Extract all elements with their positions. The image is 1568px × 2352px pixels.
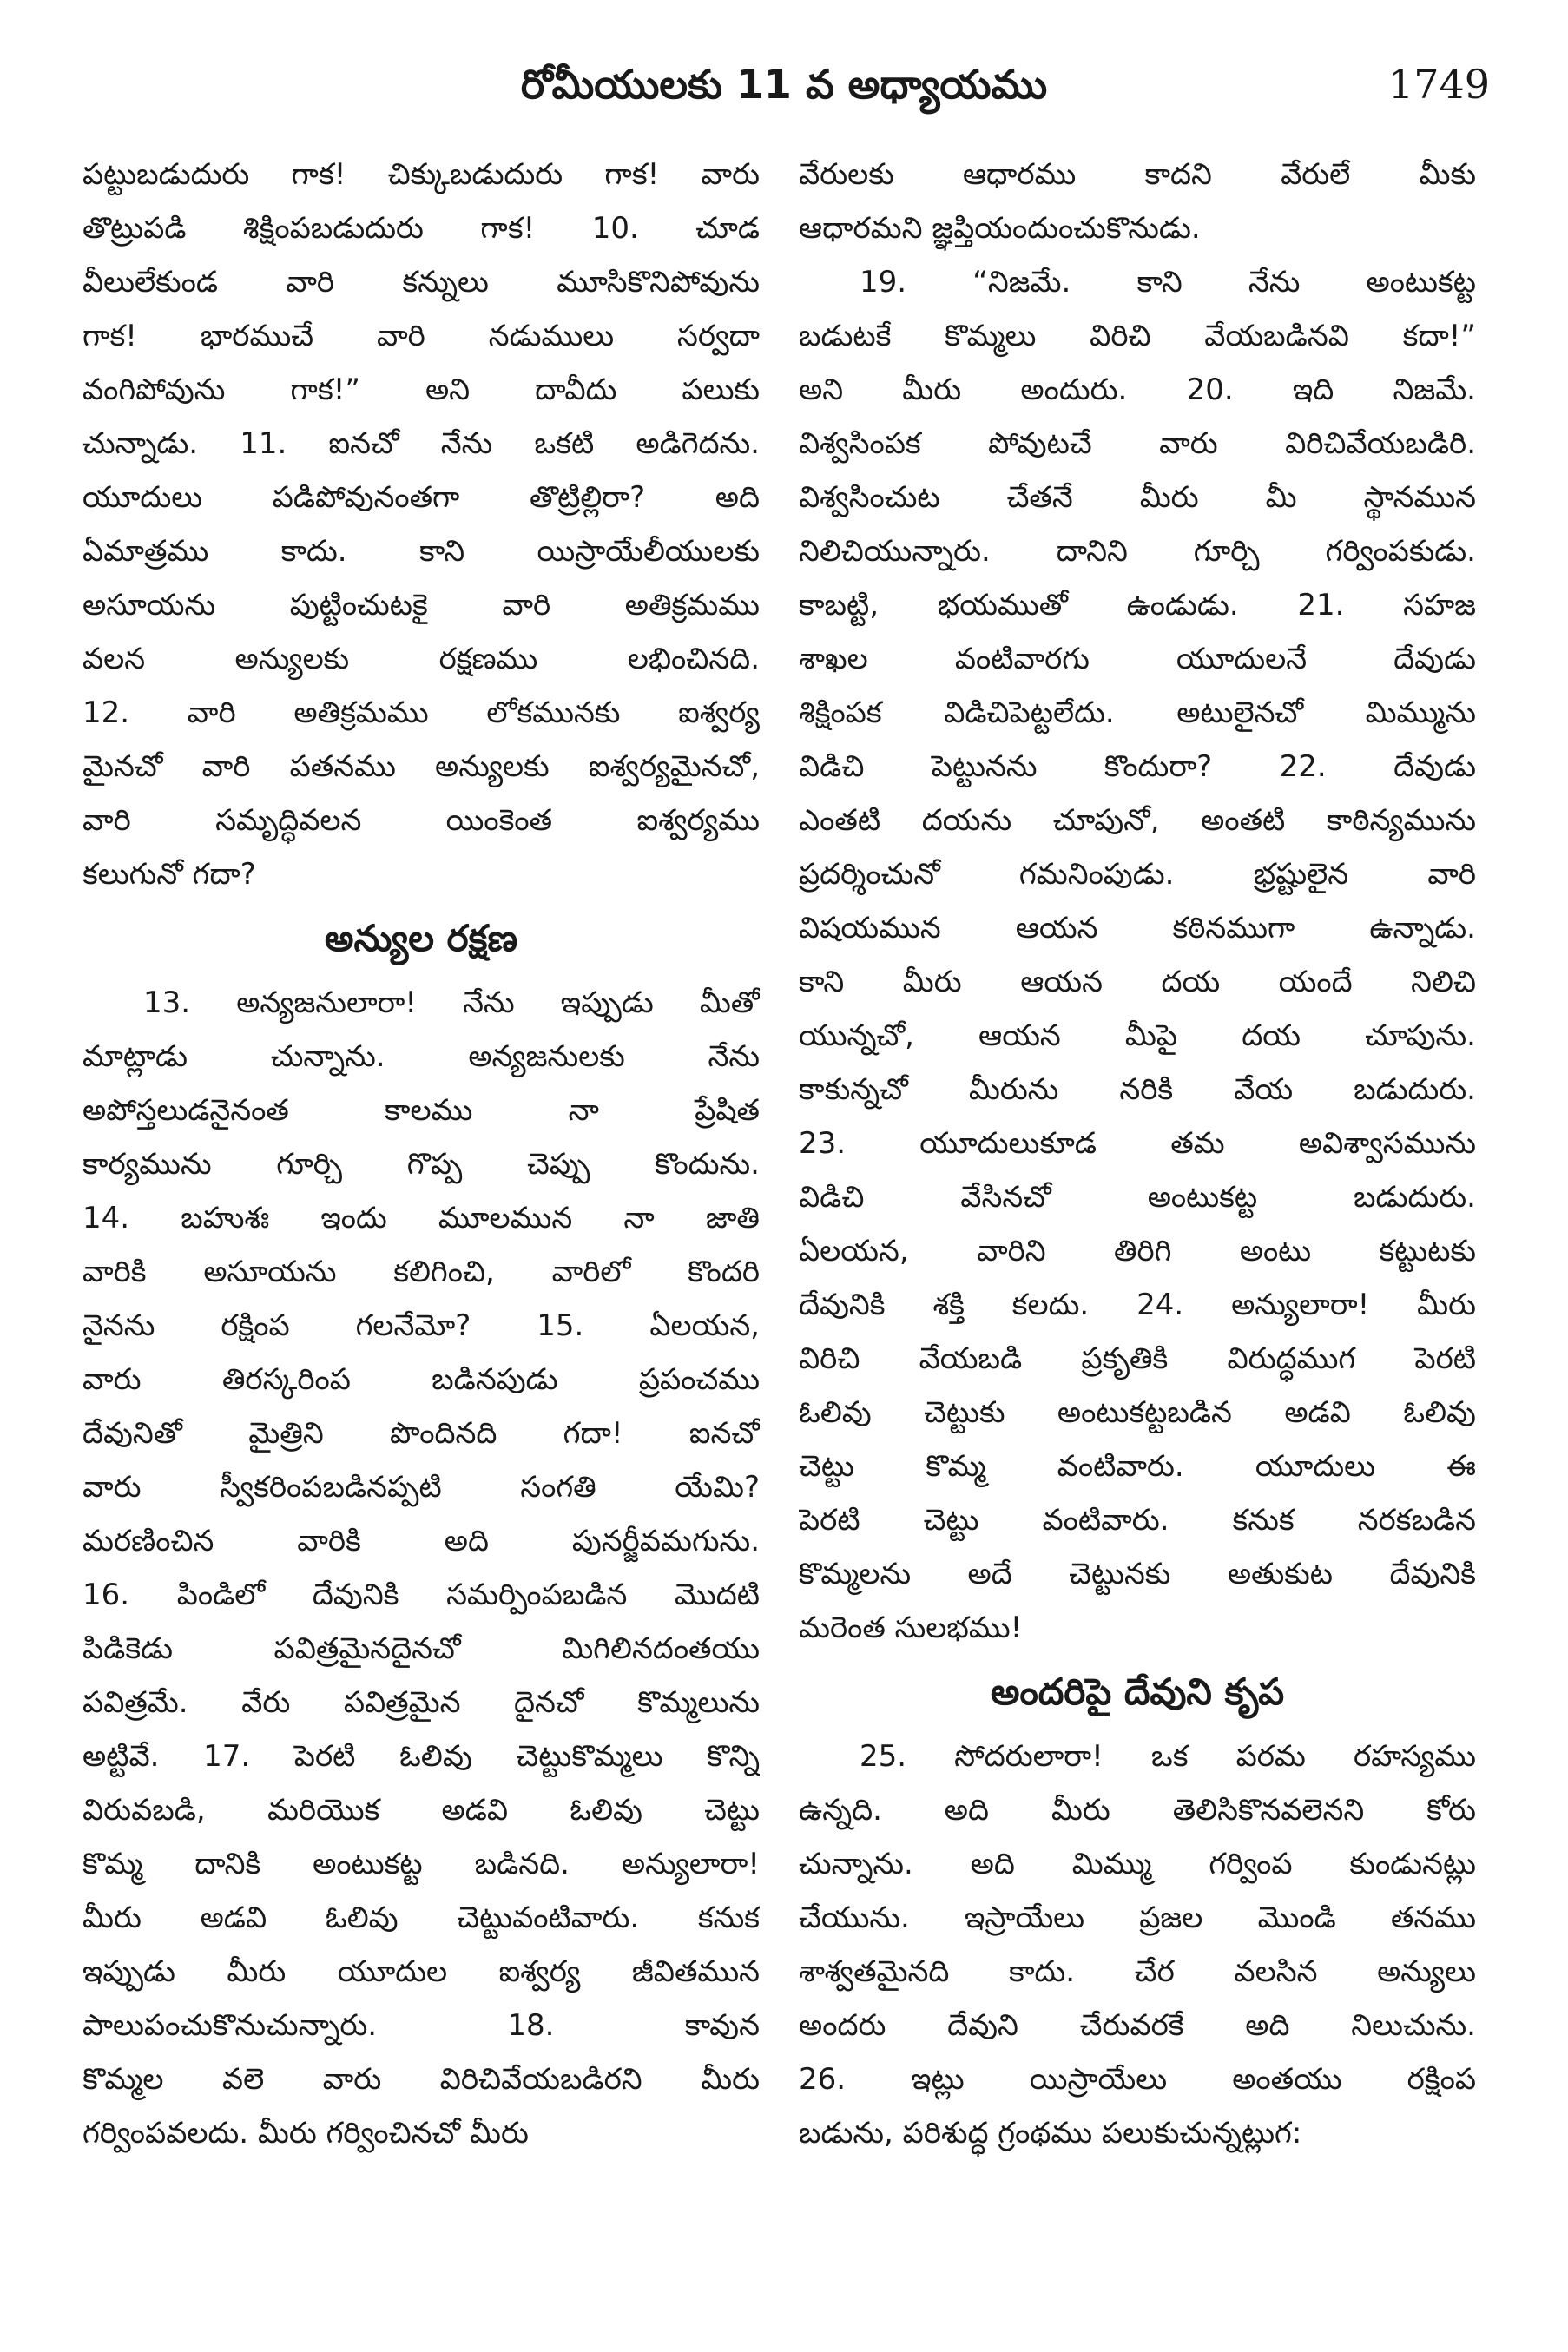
text-line: పాలుపంచుకొనుచున్నారు. 18. కావున xyxy=(82,2008,760,2043)
text-line: అపోస్తలుడనైనంత కాలము నా ప్రేషిత xyxy=(82,1093,760,1128)
text-line: వారు తిరస్కరింప బడినపుడు ప్రపంచము xyxy=(82,1362,760,1397)
text-line: కాబట్టి, భయముతో ఉండుడు. 21. సహజ xyxy=(799,588,1476,623)
text-line: తొట్రుపడి శిక్షింపబడుదురు గాక! 10. చూడ xyxy=(82,211,760,246)
left-column xyxy=(82,148,760,2318)
text-line: ఉన్నది. అది మీరు తెలిసికొనవలెనని కోరు xyxy=(799,1793,1476,1828)
text-line: చున్నాను. అది మిమ్ము గర్వింప కుండునట్లు xyxy=(799,1847,1476,1881)
text-line: విరిచి వేయబడి ప్రకృతికి విరుద్ధముగ పెరటి xyxy=(799,1341,1476,1376)
text-line: అందరు దేవుని చేరువరకే అది నిలుచును. xyxy=(799,2008,1476,2043)
text-line: శాఖల వంటివారగు యూదులనే దేవుడు xyxy=(799,642,1476,676)
text-line: మరెంత సులభము! xyxy=(799,1611,1023,1645)
text-line: కాని మీరు ఆయన దయ యందే నిలిచి xyxy=(799,965,1476,999)
text-line: కలుగునో గదా? xyxy=(82,857,256,892)
text-line: శిక్షింపక విడిచిపెట్టలేదు. అటులైనచో మిమ్మును xyxy=(799,695,1476,730)
text-line: ఏమాత్రము కాదు. కాని యిస్రాయేలీయులకు xyxy=(82,534,760,569)
text-line: నిలిచియున్నారు. దానిని గూర్చి గర్వింపకుడు. xyxy=(799,534,1476,569)
text-line: కొమ్మల వలె వారు విరిచివేయబడిరని మీరు xyxy=(82,2062,760,2097)
text-line: విశ్వసింపక పోవుటచే వారు విరిచివేయబడిరి. xyxy=(799,426,1476,461)
text-line: దేవునితో మైత్రిని పొందినది గదా! ఐనచో xyxy=(82,1416,760,1451)
text-line: గాక! భారముచే వారి నడుములు సర్వదా xyxy=(82,319,760,353)
text-line: యున్నచో, ఆయన మీపై దయ చూపును. xyxy=(799,1018,1476,1053)
text-line: మైనచో వారి పతనము అన్యులకు ఐశ్వర్యమైనచో, xyxy=(82,749,760,784)
text-line: వారి సమృద్ధివలన యింకెంత ఐశ్వర్యము xyxy=(82,803,760,838)
text-line: విరువబడి, మరియొక అడవి ఓలివు చెట్టు xyxy=(82,1793,760,1828)
text-line: నైనను రక్షింప గలనేమో? 15. ఏలయన, xyxy=(82,1308,760,1343)
text-line: వీలులేకుండ వారి కన్నులు మూసికొనిపోవును xyxy=(82,265,760,300)
left-paragraph-2 xyxy=(82,976,760,2160)
page-header xyxy=(78,45,1490,123)
text-line: విషయమున ఆయన కఠినముగా ఉన్నాడు. xyxy=(799,911,1476,945)
text-line: మీరు అడవి ఓలివు చెట్టువంటివారు. కనుక xyxy=(82,1901,760,1935)
text-line: వారికి అసూయను కలిగించి, వారిలో కొందరి xyxy=(82,1255,760,1289)
right-paragraph-3 xyxy=(799,1729,1476,2160)
right-paragraph-1 xyxy=(799,148,1476,255)
section-heading-grace-for-all: అందరిపై దేవుని కృప xyxy=(990,1670,1285,1713)
text-line: విశ్వసించుట చేతనే మీరు మీ స్థానమున xyxy=(799,480,1476,515)
text-line: బడును, పరిశుద్ధ గ్రంథము పలుకుచున్నట్లుగ: xyxy=(799,2116,1302,2151)
text-line: అని మీరు అందురు. 20. ఇది నిజమే. xyxy=(799,372,1476,407)
text-line: పవిత్రమే. వేరు పవిత్రమైన దైనచో కొమ్మలును xyxy=(82,1685,760,1720)
text-line: పట్టుబడుదురు గాక! చిక్కుబడుదురు గాక! వారు xyxy=(82,157,760,192)
text-line: 12. వారి అతిక్రమము లోకమునకు ఐశ్వర్య xyxy=(82,695,760,730)
text-line: ప్రదర్శించునో గమనింపుడు. భ్రష్టులైన వారి xyxy=(799,857,1476,892)
text-line: చెట్టు కొమ్మ వంటివారు. యూదులు ఈ xyxy=(799,1449,1476,1484)
text-line: వలన అన్యులకు రక్షణము లభించినది. xyxy=(82,642,760,676)
text-line: విడిచి పెట్టునను కొందురా? 22. దేవుడు xyxy=(799,749,1476,784)
text-line: ఇప్పుడు మీరు యూదుల ఐశ్వర్య జీవితమున xyxy=(82,1954,760,1989)
text-line: కాకున్నచో మీరును నరికి వేయ బడుదురు. xyxy=(799,1072,1476,1107)
left-paragraph-1 xyxy=(82,148,760,901)
text-line: వేరులకు ఆధారము కాదని వేరులే మీకు xyxy=(799,157,1476,192)
text-line: వారు స్వీకరింపబడినప్పటి సంగతి యేమి? xyxy=(82,1470,760,1505)
text-line: వంగిపోవును గాక!” అని దావీదు పలుకు xyxy=(82,372,760,407)
text-line: 23. యూదులుకూడ తమ అవిశ్వాసమును xyxy=(799,1126,1476,1161)
text-line: చున్నాడు. 11. ఐనచో నేను ఒకటి అడిగెదను. xyxy=(82,426,760,461)
text-line: 26. ఇట్లు యిస్రాయేలు అంతయు రక్షింప xyxy=(799,2062,1476,2097)
text-line: 14. బహుశః ఇందు మూలమున నా జాతి xyxy=(82,1201,760,1235)
text-line: 25. సోదరులారా! ఒక పరమ రహస్యము xyxy=(860,1739,1476,1774)
page-number: 1749 xyxy=(1387,61,1490,108)
text-line: శాశ్వతమైనది కాదు. చేర వలసిన అన్యులు xyxy=(799,1954,1476,1989)
text-line: విడిచి వేసినచో అంటుకట్ట బడుదురు. xyxy=(799,1180,1476,1215)
text-line: మరణించిన వారికి అది పునర్జీవమగును. xyxy=(82,1524,760,1558)
text-line: 16. పిండిలో దేవునికి సమర్పింపబడిన మొదటి xyxy=(82,1578,760,1612)
text-line: యూదులు పడిపోవునంతగా తొట్రిల్లిరా? అది xyxy=(82,480,760,515)
text-line: 19. “నిజమే. కాని నేను అంటుకట్ట xyxy=(860,265,1476,300)
text-line: ఓలివు చెట్టుకు అంటుకట్టబడిన అడవి ఓలివు xyxy=(799,1395,1476,1430)
right-column xyxy=(799,148,1476,2318)
text-line: పిడికెడు పవిత్రమైనదైనచో మిగిలినదంతయు xyxy=(82,1631,760,1666)
text-line: ఏలయన, వారిని తిరిగి అంటు కట్టుటకు xyxy=(799,1234,1476,1268)
text-line: దేవునికి శక్తి కలదు. 24. అన్యులారా! మీరు xyxy=(799,1288,1476,1322)
text-line: మాట్లాడు చున్నాను. అన్యజనులకు నేను xyxy=(82,1039,760,1074)
text-line: కొమ్మలను అదే చెట్టునకు అతుకుట దేవునికి xyxy=(799,1557,1476,1591)
text-line: అట్టివే. 17. పెరటి ఓలివు చెట్టుకొమ్మలు కొన్ని xyxy=(82,1739,760,1774)
right-paragraph-2 xyxy=(799,255,1476,1655)
text-line: ఆధారమని జ్ఞప్తియందుంచుకొనుడు. xyxy=(799,211,1201,246)
section-heading-gentiles-salvation: అన్యుల రక్షణ xyxy=(324,917,518,959)
text-line: గర్వింపవలదు. మీరు గర్వించినచో మీరు xyxy=(82,2116,529,2151)
text-line: బడుటకే కొమ్మలు విరిచి వేయబడినవి కదా!” xyxy=(799,319,1476,353)
column-divider xyxy=(783,148,784,2301)
text-line: కొమ్మ దానికి అంటుకట్ట బడినది. అన్యులారా! xyxy=(82,1847,760,1881)
text-line: చేయును. ఇస్రాయేలు ప్రజల మొండి తనము xyxy=(799,1901,1476,1935)
text-line: 13. అన్యజనులారా! నేను ఇప్పుడు మీతో xyxy=(143,985,760,1020)
text-line: కార్యమును గూర్చి గొప్ప చెప్పు కొందును. xyxy=(82,1147,760,1182)
text-line: పెరటి చెట్టు వంటివారు. కనుక నరకబడిన xyxy=(799,1503,1476,1538)
text-line: ఎంతటి దయను చూపునో, అంతటి కాఠిన్యమును xyxy=(799,803,1476,838)
chapter-title: రోమీయులకు 11 వ అధ్యాయము xyxy=(520,61,1048,108)
text-line: అసూయను పుట్టించుటకై వారి అతిక్రమము xyxy=(82,588,760,623)
